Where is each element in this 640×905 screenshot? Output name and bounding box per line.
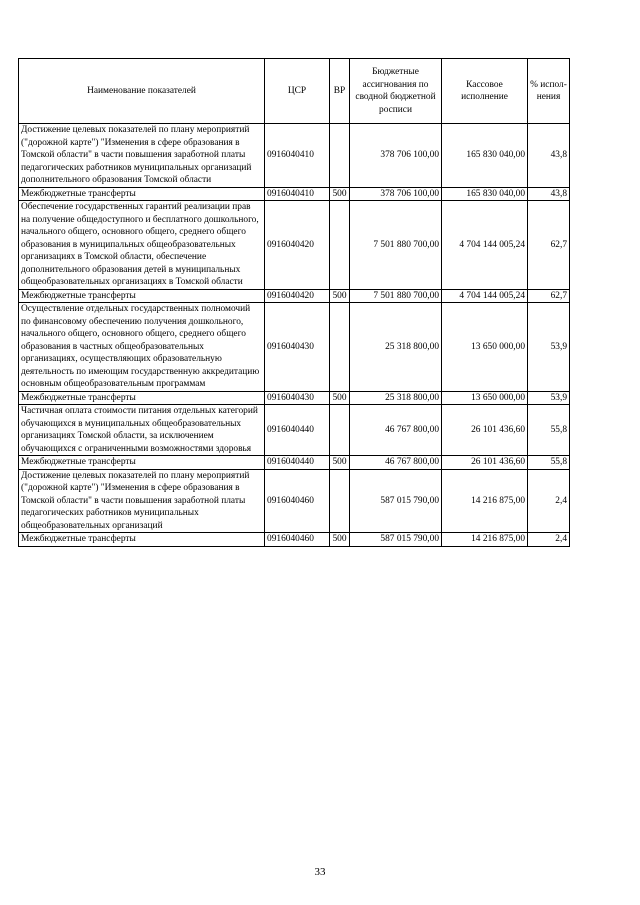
- row-name: Межбюджетные трансферты: [19, 289, 265, 303]
- row-cash: 13 650 000,00: [442, 391, 528, 405]
- row-cash: 14 216 875,00: [442, 469, 528, 533]
- row-csr: 0916040430: [265, 303, 330, 392]
- row-vr: 500: [330, 187, 350, 201]
- row-percent: 43,8: [528, 187, 570, 201]
- row-name: Достижение целевых показателей по плану мероприятий ("дорожной карте") "Изменения в сфере образования в Томской области" в части повышения заработной платы педагогических работников муниципальных организаций дополнительного образования Томской области: [19, 124, 265, 188]
- row-vr: 500: [330, 456, 350, 470]
- row-budget: 25 318 800,00: [350, 303, 442, 392]
- row-cash: 165 830 040,00: [442, 187, 528, 201]
- header-percent: % испол-нения: [528, 59, 570, 124]
- row-csr: 0916040460: [265, 533, 330, 547]
- row-cash: 26 101 436,60: [442, 405, 528, 456]
- row-csr: 0916040410: [265, 124, 330, 188]
- row-percent: 53,9: [528, 303, 570, 392]
- row-budget: 587 015 790,00: [350, 533, 442, 547]
- row-cash: 14 216 875,00: [442, 533, 528, 547]
- row-cash: 4 704 144 005,24: [442, 201, 528, 290]
- row-budget: 25 318 800,00: [350, 391, 442, 405]
- row-csr: 0916040410: [265, 187, 330, 201]
- row-percent: 55,8: [528, 405, 570, 456]
- row-csr: 0916040420: [265, 201, 330, 290]
- row-vr: 500: [330, 533, 350, 547]
- row-percent: 43,8: [528, 124, 570, 188]
- row-csr: 0916040440: [265, 456, 330, 470]
- table-row: [19, 201, 570, 290]
- header-budget: Бюджетные ассигнования по сводной бюджетной росписи: [350, 59, 442, 124]
- row-budget: 378 706 100,00: [350, 187, 442, 201]
- header-cash: Кассовое исполнение: [442, 59, 528, 124]
- row-vr: 500: [330, 391, 350, 405]
- page-number: 33: [314, 866, 326, 878]
- table-row: [19, 469, 570, 533]
- row-cash: 165 830 040,00: [442, 124, 528, 188]
- table-header-row: [19, 59, 570, 124]
- row-name: Межбюджетные трансферты: [19, 533, 265, 547]
- row-csr: 0916040430: [265, 391, 330, 405]
- row-name: Межбюджетные трансферты: [19, 456, 265, 470]
- row-name: Осуществление отдельных государственных полномочий по финансовому обеспечению получения дошкольного, начального общего, основного общего, среднего общего образования в частных общеобразовательных организациях, осуществляющих образовательную деятельность по имеющим государственную аккредитацию основным общеобразовательным программам: [19, 303, 265, 392]
- row-percent: 2,4: [528, 533, 570, 547]
- row-name: Достижение целевых показателей по плану мероприятий ("дорожной карте") "Изменения в сфере образования в Томской области" в части повышения заработной платы педагогических работников муниципальных общеобразовательных организаций: [19, 469, 265, 533]
- table-row: [19, 124, 570, 188]
- row-percent: 55,8: [528, 456, 570, 470]
- row-percent: 53,9: [528, 391, 570, 405]
- row-cash: 13 650 000,00: [442, 303, 528, 392]
- row-percent: 2,4: [528, 469, 570, 533]
- row-budget: 46 767 800,00: [350, 456, 442, 470]
- row-vr: [330, 303, 350, 392]
- row-vr: 500: [330, 289, 350, 303]
- row-budget: 587 015 790,00: [350, 469, 442, 533]
- row-percent: 62,7: [528, 289, 570, 303]
- row-vr: [330, 201, 350, 290]
- table-row: [19, 533, 570, 547]
- header-csr: ЦСР: [265, 59, 330, 124]
- row-vr: [330, 124, 350, 188]
- row-cash: 26 101 436,60: [442, 456, 528, 470]
- table-row: [19, 187, 570, 201]
- row-budget: 7 501 880 700,00: [350, 201, 442, 290]
- table-row: [19, 289, 570, 303]
- row-vr: [330, 469, 350, 533]
- budget-execution-table: [18, 58, 570, 547]
- row-budget: 7 501 880 700,00: [350, 289, 442, 303]
- table-row: [19, 303, 570, 392]
- row-budget: 46 767 800,00: [350, 405, 442, 456]
- row-name: Межбюджетные трансферты: [19, 187, 265, 201]
- row-percent: 62,7: [528, 201, 570, 290]
- header-vr: ВР: [330, 59, 350, 124]
- row-csr: 0916040460: [265, 469, 330, 533]
- table-row: [19, 405, 570, 456]
- row-name: Частичная оплата стоимости питания отдельных категорий обучающихся в муниципальных общеобразовательных организациях Томской области, за исключением обучающихся с ограниченными возможностями здоровья: [19, 405, 265, 456]
- row-cash: 4 704 144 005,24: [442, 289, 528, 303]
- table-row: [19, 456, 570, 470]
- header-name: Наименование показателей: [19, 59, 265, 124]
- table-row: [19, 391, 570, 405]
- row-csr: 0916040420: [265, 289, 330, 303]
- row-name: Обеспечение государственных гарантий реализации прав на получение общедоступного и бесплатного дошкольного, начального общего, основного общего, среднего общего образования в муниципальных общеобразовательных организациях в Томской области, обеспечение дополнительного образования детей в муниципальных общеобразовательных организациях в Томской области: [19, 201, 265, 290]
- row-csr: 0916040440: [265, 405, 330, 456]
- row-budget: 378 706 100,00: [350, 124, 442, 188]
- row-name: Межбюджетные трансферты: [19, 391, 265, 405]
- row-vr: [330, 405, 350, 456]
